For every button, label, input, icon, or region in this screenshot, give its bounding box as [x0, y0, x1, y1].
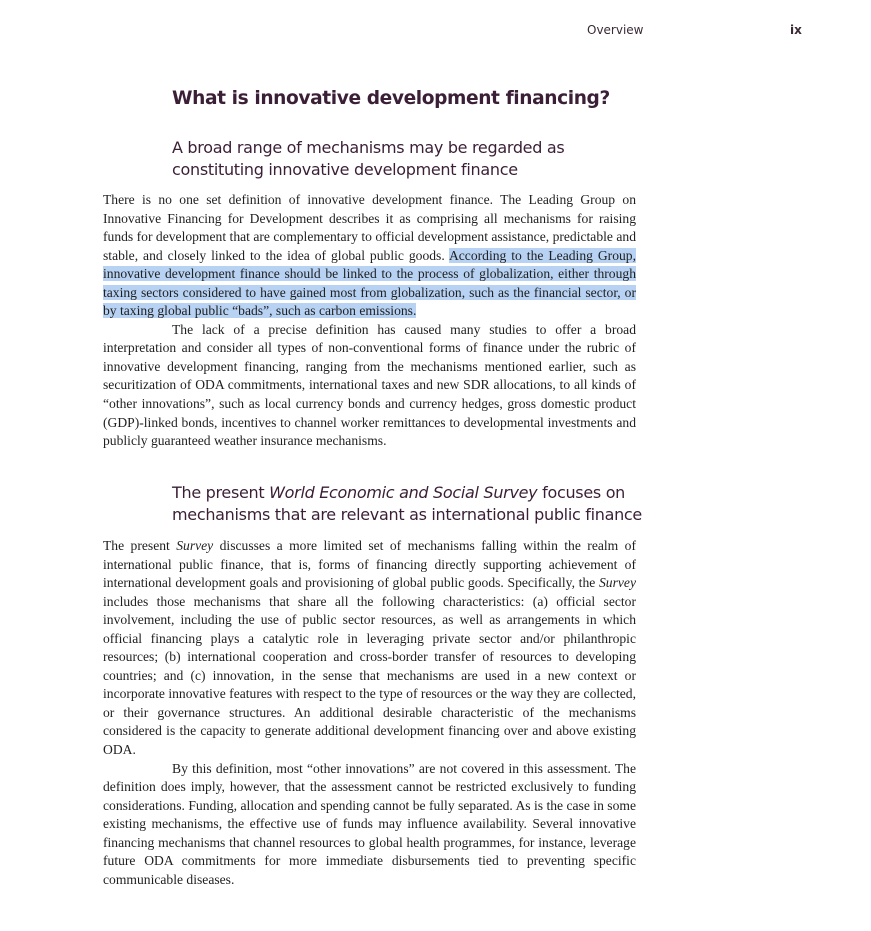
section-body-mechanisms [103, 537, 636, 889]
paragraph-text: There is no one set definition of innovative development finance. The Leading Group on Innovative Financing for Development describes it as comprising all mechanisms for raising funds for development that are complementary to official development assistance, predictable and stable, and closely linked to the idea of global public goods. [103, 192, 636, 263]
paragraph-text: includes those mechanisms that share all the following characteristics: (a) official sector involvement, including the use of public sector resources, as well as arrangements in which official financing plays a catalytic role in leveraging private sector and/or philanthropic resources; (b) international cooperation and cross-border transfer of resources to developing countries; and (c) innovation, in the sense that mechanisms are used in a new context or incorporate innovative features with respect to the type of resources or the way they are collected, or their governance structures. An additional desirable characteristic of the mechanisms considered is the capacity to generate additional development financing over and above existing ODA. [103, 593, 636, 758]
heading-italic-title: World Economic and Social Survey [269, 483, 538, 502]
section-heading-line: mechanisms that are relevant as international public finance [172, 505, 642, 524]
heading-text: The present [172, 483, 270, 502]
section-heading-broad-range [172, 137, 564, 181]
section-heading-line [172, 482, 642, 504]
section-heading-line: constituting innovative development finance [172, 160, 518, 179]
paragraph: The lack of a precise definition has caused many studies to offer a broad interpretation and consider all types of non-conventional forms of finance under the rubric of innovative development financing, ranging from the mechanisms mentioned earlier, such as securitization of ODA commitments, international taxes and new SDR allocations, to all kinds of “other innovations”, such as local currency bonds and currency hedges, gross domestic product (GDP)-linked bonds, incentives to channel worker remittances to developmental investments and publicly guaranteed weather insurance mechanisms. [103, 321, 636, 449]
paragraph-text: discusses a more limited set of mechanisms falling within the realm of international public finance, that is, forms of financing directly supporting achievement of international development goals and provisioning of global public goods. Specifically, the [103, 538, 636, 591]
section-body-definition [103, 191, 636, 451]
paragraph: By this definition, most “other innovations” are not covered in this assessment. The definition does imply, however, that the assessment cannot be restricted exclusively to funding considerations. Funding, allocation and spending cannot be fully separated. As is the case in some existing mechanisms, the effective use of funds may influence availability. Several innovative financing mechanisms that channel resources to global health programmes, for instance, leverage future ODA commitments for more immediate disbursements tied to preventing specific communicable diseases. [103, 760, 636, 887]
page-title: What is innovative development financing? [172, 88, 610, 109]
paragraph-text: The present [103, 538, 177, 553]
italic-survey: Survey [176, 538, 214, 553]
page-number: ix [790, 23, 802, 37]
running-head-section: Overview [587, 23, 644, 37]
paragraph [103, 191, 636, 321]
paragraph [103, 537, 636, 760]
section-heading-present-survey [172, 482, 642, 526]
selected-text-highlight[interactable]: According to the Leading Group, innovative development finance should be linked to the process of globalization, either through taxing sectors considered to have gained most from globalization, such as the financial sector, or by taxing global public “bads”, such as carbon emissions. [103, 247, 636, 319]
heading-text: focuses on [537, 483, 626, 502]
section-heading-line: A broad range of mechanisms may be regarded as [172, 138, 565, 157]
italic-survey: Survey [599, 575, 636, 591]
